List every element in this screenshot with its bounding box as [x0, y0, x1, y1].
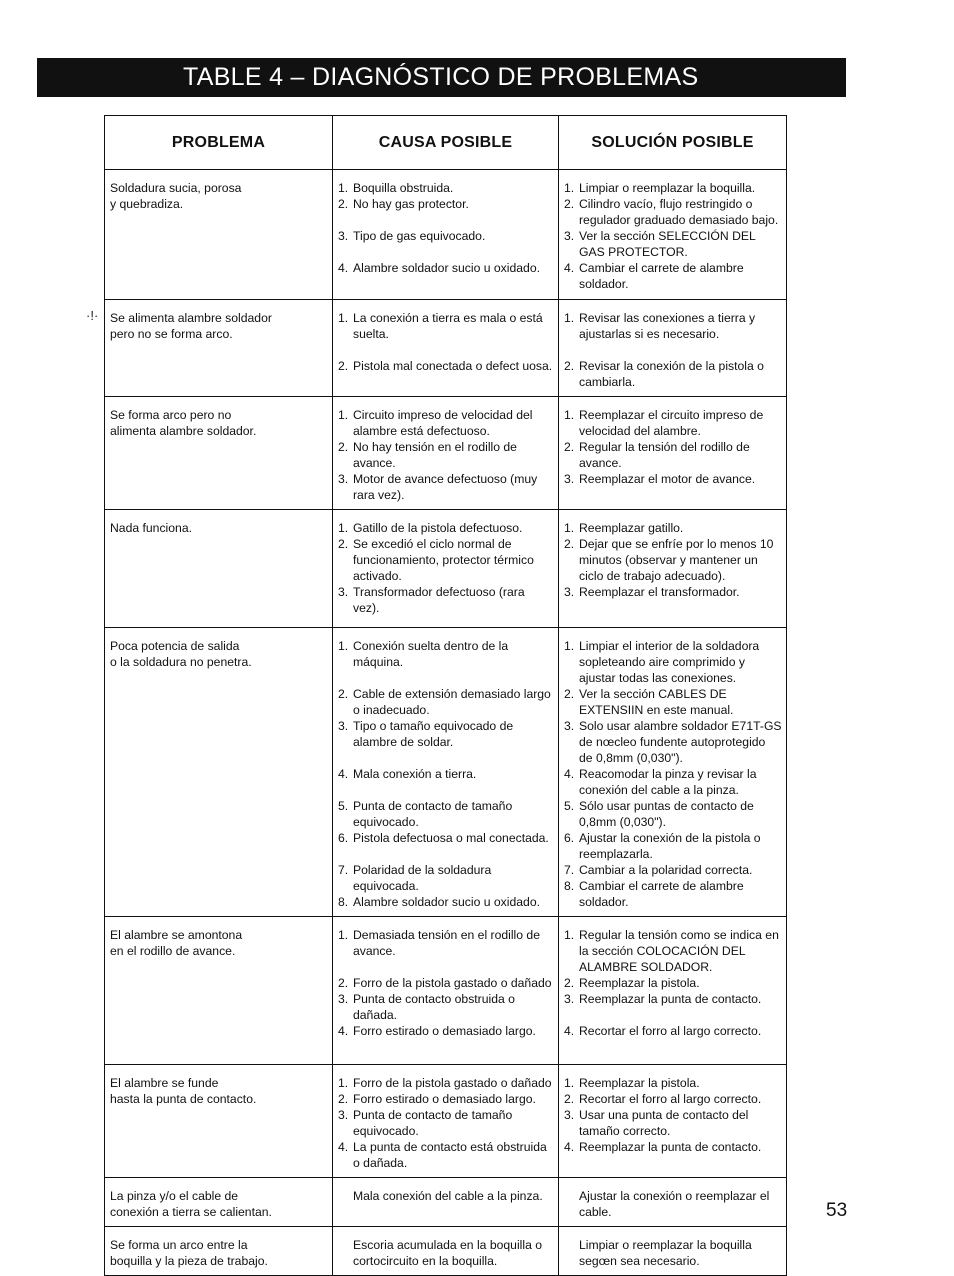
problem-text: El alambre se amontona en el rodillo de avance.	[110, 928, 243, 958]
item-number: 8.	[564, 879, 575, 893]
item-text: Reemplazar el circuito impreso de velocidad del alambre.	[579, 408, 764, 438]
spacer	[338, 212, 554, 228]
cause-item	[338, 1091, 554, 1107]
item-number: 3.	[338, 585, 349, 599]
item-text: Tipo o tamaño equivocado de alambre de soldar.	[353, 719, 514, 749]
item-number: 2.	[564, 537, 575, 551]
solution-cell	[559, 1178, 787, 1227]
page-title: TABLE 4 – DIAGNÓSTICO DE PROBLEMAS	[37, 58, 846, 97]
item-number: 2.	[338, 197, 349, 211]
solution-cell	[559, 1065, 787, 1178]
cause-cell	[333, 1227, 559, 1276]
problem-text: Soldadura sucia, porosa y quebradiza.	[110, 181, 242, 211]
problem-cell	[105, 1178, 333, 1227]
item-number: 2.	[564, 976, 575, 990]
item-number: 3.	[564, 472, 575, 486]
solution-item	[564, 520, 782, 536]
solution-item	[564, 358, 782, 390]
solution-item	[564, 862, 782, 878]
item-number: 1.	[338, 311, 349, 325]
item-number: 1.	[564, 521, 575, 535]
item-number: 3.	[564, 719, 575, 733]
cause-cell	[333, 300, 559, 397]
item-text: Reemplazar gatillo.	[579, 521, 684, 535]
item-text: Reemplazar la punta de contacto.	[579, 992, 762, 1006]
spacer	[564, 1007, 782, 1023]
solution-cell	[559, 628, 787, 917]
spacer	[338, 342, 554, 358]
table-row	[105, 1227, 787, 1276]
cause-item	[338, 536, 554, 584]
item-text: Recortar el forro al largo correcto.	[579, 1024, 762, 1038]
item-text: Reemplazar el transformador.	[579, 585, 740, 599]
problem-cell	[105, 1065, 333, 1178]
spacer	[338, 244, 554, 260]
item-text: Alambre soldador sucio u oxidado.	[353, 261, 540, 275]
problem-cell	[105, 1227, 333, 1276]
table-body	[105, 170, 787, 1276]
cause-item	[338, 638, 554, 670]
item-text: Regular la tensión como se indica en la sección COLOCACIÓN DEL ALAMBRE SOLDADOR.	[579, 928, 779, 974]
item-number: 6.	[338, 831, 349, 845]
solution-item	[564, 766, 782, 798]
item-text: Solo usar alambre soldador E71T-GS de nœcleo fundente autoprotegido de 0,8mm (0,030").	[579, 719, 782, 765]
header-problem: PROBLEMA	[105, 116, 333, 170]
item-number: 5.	[564, 799, 575, 813]
item-number: 1.	[338, 181, 349, 195]
item-number: 2.	[338, 440, 349, 454]
problem-cell	[105, 397, 333, 510]
solution-item	[564, 310, 782, 342]
item-text: Usar una punta de contacto del tamaño correcto.	[579, 1108, 749, 1138]
item-text: Pistola defectuosa o mal conectada.	[353, 831, 549, 845]
solution-item	[564, 991, 782, 1007]
item-text: Limpiar el interior de la soldadora sopleteando aire comprimido y ajustar todas las conexiones.	[579, 639, 760, 685]
item-number: 2.	[564, 197, 575, 211]
item-number: 2.	[564, 359, 575, 373]
item-text: Regular la tensión del rodillo de avance.	[579, 440, 750, 470]
cause-cell	[333, 397, 559, 510]
item-text: Dejar que se enfríe por lo menos 10 minutos (observar y mantener un ciclo de trabajo adecuado).	[579, 537, 774, 583]
item-number: 4.	[338, 1024, 349, 1038]
item-text: Circuito impreso de velocidad del alambre está defectuoso.	[353, 408, 533, 438]
cause-item	[338, 584, 554, 616]
item-number: 1.	[338, 521, 349, 535]
solution-item	[564, 975, 782, 991]
item-text: Forro estirado o demasiado largo.	[353, 1024, 536, 1038]
item-number: 1.	[564, 311, 575, 325]
cause-cell	[333, 917, 559, 1065]
cause-item	[338, 862, 554, 894]
solution-item	[564, 927, 782, 975]
item-number: 3.	[338, 719, 349, 733]
margin-mark: ·!·	[86, 308, 99, 323]
item-number: 2.	[338, 359, 349, 373]
item-number: 4.	[564, 1140, 575, 1154]
item-text: Ajustar la conexión de la pistola o reemplazarla.	[579, 831, 761, 861]
item-text: Demasiada tensión en el rodillo de avance.	[353, 928, 540, 958]
item-text: Forro estirado o demasiado largo.	[353, 1092, 536, 1106]
solution-item	[564, 228, 782, 260]
cause-cell	[333, 510, 559, 628]
cause-item	[338, 830, 554, 846]
table-row	[105, 300, 787, 397]
item-text: Ver la sección SELECCIÓN DEL GAS PROTECTOR.	[579, 229, 756, 259]
cause-cell	[333, 1178, 559, 1227]
item-text: Revisar las conexiones a tierra y ajustarlas si es necesario.	[579, 311, 756, 341]
item-text: Punta de contacto obstruida o dañada.	[353, 992, 515, 1022]
item-number: 6.	[564, 831, 575, 845]
table-row	[105, 510, 787, 628]
solution-item	[564, 1075, 782, 1091]
spacer	[338, 782, 554, 798]
cause-item	[338, 439, 554, 471]
problem-text: Se forma un arco entre la boquilla y la pieza de trabajo.	[110, 1238, 268, 1268]
solution-cell	[559, 917, 787, 1065]
item-text: Punta de contacto de tamaño equivocado.	[353, 1108, 513, 1138]
item-number: 1.	[564, 1076, 575, 1090]
cause-item	[338, 1023, 554, 1039]
item-text: Tipo de gas equivocado.	[353, 229, 486, 243]
problem-text: Poca potencia de salida o la soldadura no penetra.	[110, 639, 252, 669]
item-text: Mala conexión a tierra.	[353, 767, 477, 781]
solution-item: Limpiar o reemplazar la boquilla segœn sea necesario.	[579, 1238, 752, 1268]
item-text: Cambiar el carrete de alambre soldador.	[579, 879, 744, 909]
cause-item	[338, 1075, 554, 1091]
item-number: 3.	[338, 472, 349, 486]
item-number: 3.	[564, 229, 575, 243]
cause-item	[338, 1139, 554, 1171]
solution-item	[564, 686, 782, 718]
item-text: Sólo usar puntas de contacto de 0,8mm (0,030").	[579, 799, 754, 829]
table-header-row	[105, 116, 787, 170]
item-number: 4.	[564, 261, 575, 275]
problem-cell	[105, 300, 333, 397]
troubleshooting-table	[104, 115, 787, 1276]
problem-text: La pinza y/o el cable de conexión a tierra se calientan.	[110, 1189, 272, 1219]
problem-text: Se alimenta alambre soldador pero no se forma arco.	[110, 311, 272, 341]
solution-item	[564, 1139, 782, 1155]
item-text: La punta de contacto está obstruida o dañada.	[353, 1140, 547, 1170]
solution-cell	[559, 510, 787, 628]
header-solution: SOLUCIÓN POSIBLE	[559, 116, 787, 170]
item-text: Motor de avance defectuoso (muy rara vez).	[353, 472, 538, 502]
item-text: Ver la sección CABLES DE EXTENSIIN en este manual.	[579, 687, 734, 717]
item-text: Conexión suelta dentro de la máquina.	[353, 639, 509, 669]
item-number: 1.	[338, 639, 349, 653]
solution-item	[564, 584, 782, 600]
item-text: Alambre soldador sucio u oxidado.	[353, 895, 540, 909]
item-text: Revisar la conexión de la pistola o cambiarla.	[579, 359, 764, 389]
solution-cell	[559, 397, 787, 510]
item-number: 7.	[564, 863, 575, 877]
item-number: 2.	[564, 440, 575, 454]
item-text: Transformador defectuoso (rara vez).	[353, 585, 525, 615]
item-text: Polaridad de la soldadura equivocada.	[353, 863, 492, 893]
item-number: 3.	[564, 1108, 575, 1122]
spacer	[338, 959, 554, 975]
cause-item	[338, 927, 554, 959]
item-text: Cable de extensión demasiado largo o inadecuado.	[353, 687, 551, 717]
item-number: 1.	[564, 181, 575, 195]
cause-item	[338, 798, 554, 830]
item-number: 1.	[564, 928, 575, 942]
item-number: 5.	[338, 799, 349, 813]
item-number: 2.	[338, 1092, 349, 1106]
item-text: Boquilla obstruida.	[353, 181, 454, 195]
cause-item: Escoria acumulada en la boquilla o cortocircuito en la boquilla.	[353, 1238, 543, 1268]
cause-item	[338, 520, 554, 536]
item-number: 1.	[338, 928, 349, 942]
solution-item	[564, 536, 782, 584]
cause-item	[338, 310, 554, 342]
solution-item	[564, 196, 782, 228]
item-number: 1.	[564, 639, 575, 653]
item-number: 7.	[338, 863, 349, 877]
header-cause: CAUSA POSIBLE	[333, 116, 559, 170]
cause-cell	[333, 1065, 559, 1178]
solution-item: Ajustar la conexión o reemplazar el cable.	[579, 1189, 770, 1219]
solution-item	[564, 407, 782, 439]
cause-cell	[333, 628, 559, 917]
problem-text: Nada funciona.	[110, 521, 192, 535]
problem-text: El alambre se funde hasta la punta de contacto.	[110, 1076, 257, 1106]
table-row	[105, 628, 787, 917]
cause-item	[338, 471, 554, 503]
cause-item	[338, 686, 554, 718]
item-text: Punta de contacto de tamaño equivocado.	[353, 799, 513, 829]
cause-item	[338, 196, 554, 212]
item-text: Reemplazar el motor de avance.	[579, 472, 756, 486]
cause-item	[338, 228, 554, 244]
item-text: Reemplazar la punta de contacto.	[579, 1140, 762, 1154]
solution-item	[564, 798, 782, 830]
item-text: Forro de la pistola gastado o dañado	[353, 976, 552, 990]
item-number: 2.	[338, 537, 349, 551]
item-number: 4.	[338, 1140, 349, 1154]
cause-cell	[333, 170, 559, 300]
cause-item: Mala conexión del cable a la pinza.	[353, 1189, 543, 1203]
solution-item	[564, 878, 782, 910]
item-number: 3.	[564, 585, 575, 599]
item-text: No hay gas protector.	[353, 197, 469, 211]
cause-item	[338, 991, 554, 1023]
item-number: 4.	[564, 767, 575, 781]
item-number: 1.	[338, 1076, 349, 1090]
item-number: 2.	[564, 687, 575, 701]
solution-cell	[559, 300, 787, 397]
cause-item	[338, 718, 554, 750]
item-text: Cilindro vacío, flujo restringido o regulador graduado demasiado bajo.	[579, 197, 779, 227]
item-text: Recortar el forro al largo correcto.	[579, 1092, 762, 1106]
item-number: 4.	[338, 767, 349, 781]
item-text: Gatillo de la pistola defectuoso.	[353, 521, 523, 535]
item-text: Reemplazar la pistola.	[579, 976, 700, 990]
item-number: 3.	[564, 992, 575, 1006]
solution-item	[564, 830, 782, 862]
solution-item	[564, 718, 782, 766]
item-text: Cambiar a la polaridad correcta.	[579, 863, 753, 877]
solution-item	[564, 1023, 782, 1039]
solution-item	[564, 638, 782, 686]
item-text: No hay tensión en el rodillo de avance.	[353, 440, 517, 470]
item-text: Forro de la pistola gastado o dañado	[353, 1076, 552, 1090]
cause-item	[338, 180, 554, 196]
solution-item	[564, 1091, 782, 1107]
solution-item	[564, 1107, 782, 1139]
item-number: 2.	[564, 1092, 575, 1106]
item-number: 2.	[338, 976, 349, 990]
spacer	[564, 342, 782, 358]
item-number: 3.	[338, 1108, 349, 1122]
spacer	[338, 670, 554, 686]
item-number: 3.	[338, 992, 349, 1006]
solution-cell	[559, 1227, 787, 1276]
item-text: Se excedió el ciclo normal de funcionamiento, protector térmico activado.	[353, 537, 534, 583]
problem-cell	[105, 170, 333, 300]
item-text: Pistola mal conectada o defect uosa.	[353, 359, 553, 373]
table-row	[105, 397, 787, 510]
spacer	[338, 750, 554, 766]
solution-item	[564, 439, 782, 471]
page-number: 53	[826, 1200, 848, 1221]
item-text: La conexión a tierra es mala o está suelta.	[353, 311, 543, 341]
solution-item	[564, 260, 782, 292]
item-number: 2.	[338, 687, 349, 701]
cause-item	[338, 766, 554, 782]
solution-item	[564, 471, 782, 487]
cause-item	[338, 975, 554, 991]
cause-item	[338, 1107, 554, 1139]
table-row	[105, 1065, 787, 1178]
cause-item	[338, 894, 554, 910]
item-text: Cambiar el carrete de alambre soldador.	[579, 261, 744, 291]
table-row	[105, 1178, 787, 1227]
problem-cell	[105, 917, 333, 1065]
item-text: Reacomodar la pinza y revisar la conexión del cable a la pinza.	[579, 767, 757, 797]
solution-cell	[559, 170, 787, 300]
spacer	[338, 846, 554, 862]
item-number: 8.	[338, 895, 349, 909]
cause-item	[338, 407, 554, 439]
item-number: 4.	[338, 261, 349, 275]
problem-text: Se forma arco pero no alimenta alambre soldador.	[110, 408, 257, 438]
problem-cell	[105, 510, 333, 628]
solution-item	[564, 180, 782, 196]
item-text: Limpiar o reemplazar la boquilla.	[579, 181, 756, 195]
cause-item	[338, 260, 554, 276]
item-text: Reemplazar la pistola.	[579, 1076, 700, 1090]
item-number: 1.	[338, 408, 349, 422]
table-row	[105, 917, 787, 1065]
item-number: 4.	[564, 1024, 575, 1038]
item-number: 3.	[338, 229, 349, 243]
cause-item	[338, 358, 554, 374]
item-number: 1.	[564, 408, 575, 422]
problem-cell	[105, 628, 333, 917]
table-row	[105, 170, 787, 300]
